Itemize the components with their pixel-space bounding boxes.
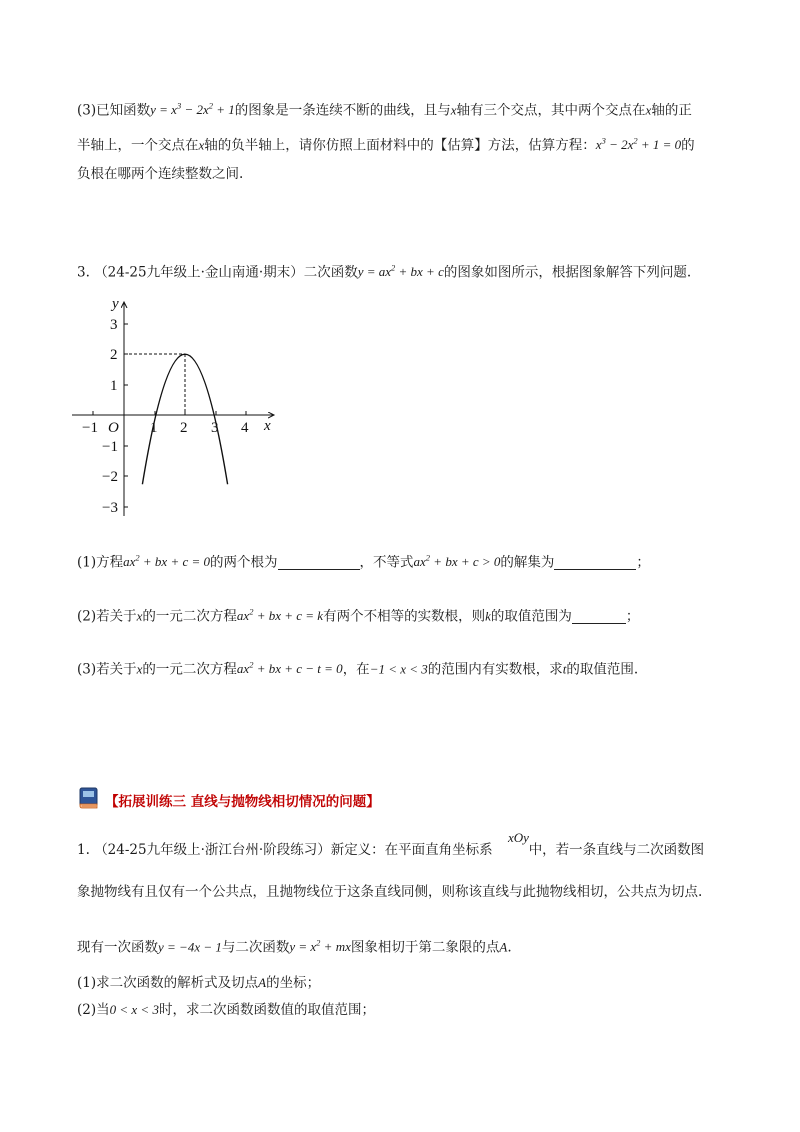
quadratic-function: $y = x^2$ + mx <box>289 938 351 955</box>
y-tick-label: −3 <box>102 500 118 516</box>
origin-label: O <box>108 420 119 436</box>
section-question-1-line1: 1. （24-25九年级上·浙江台州·阶段练习）新定义：在平面直角坐标系 中，若一条直线与二次函数图 <box>77 842 705 858</box>
q-part3-line3: 负根在哪两个连续整数之间. <box>77 166 244 182</box>
parabola-graph <box>68 294 288 520</box>
q-part3-line1: (3)已知函数$y = x^3 - 2x^2 + 1$的图象是一条连续不断的曲线，且与x轴有三个交点，其中两个交点在x轴的正 <box>77 101 692 119</box>
range-condition: −1 < x < 3 <box>369 661 428 677</box>
equation: $ax^2$ + bx + c = k <box>236 607 324 624</box>
question-3-stem: 3. （24-25九年级上·金山南通·期末）二次函数$y = ax^2$ + bx + c的图象如图所示，根据图象解答下列问题. <box>77 263 692 281</box>
question-3-part-3: (3)若关于x的一元二次方程$ax^2$ + bx + c − t = 0，在−1 < x < 3的范围内有实数根，求t的取值范围. <box>77 660 639 678</box>
equation: $ax^2$ + bx + c − t = 0 <box>236 660 343 677</box>
y-tick-label: 1 <box>110 378 118 394</box>
coordinate-system-label: xOy <box>508 830 529 845</box>
x-axis-label: x <box>264 418 271 434</box>
question-number: 1. <box>77 842 90 858</box>
x-tick-label: 4 <box>241 420 249 436</box>
section-title: 【拓展训练三 直线与抛物线相切情况的问题】 <box>105 794 380 810</box>
book-icon <box>77 786 101 810</box>
function-formula: $y = x^3 - 2x^2 + 1$ <box>150 101 235 118</box>
question-number: 3. <box>77 264 90 281</box>
equation: $ax^2$ + bx + c = 0 <box>123 553 211 570</box>
y-axis-label: y <box>112 296 119 312</box>
function-formula: $y = ax^2$ + bx + c <box>357 263 444 280</box>
x-tick-label: 3 <box>211 420 219 436</box>
equation: $x^3 - 2x^2 + 1 = 0$ <box>595 136 682 153</box>
answer-blank[interactable] <box>278 555 360 570</box>
x-tick-label: −1 <box>82 420 98 436</box>
section-question-1-line2: 象抛物线有且仅有一个公共点，且抛物线位于这条直线同侧，则称该直线与此抛物线相切，公共点为切点. <box>77 884 703 900</box>
question-3-part-1: (1)方程$ax^2$ + bx + c = 0的两个根为 ，不等式$ax^2$ + bx + c > 0的解集为 ； <box>77 553 650 571</box>
answer-blank[interactable] <box>554 555 636 570</box>
y-tick-label: −1 <box>102 439 118 455</box>
section-question-1-part-2: (2)当0 < x < 3时，求二次函数函数值的取值范围； <box>77 1002 375 1018</box>
y-tick-label: 3 <box>110 317 118 333</box>
inequality: $ax^2$ + bx + c > 0 <box>413 553 501 570</box>
x-tick-label: 1 <box>150 420 158 436</box>
range-condition: 0 < x < 3 <box>109 1002 159 1017</box>
question-3-part-2: (2)若关于x的一元二次方程$ax^2$ + bx + c = k有两个不相等的实数根，则k的取值范围为 ； <box>77 607 640 625</box>
section-question-1-line3: 现有一次函数y = −4x − 1与二次函数$y = x^2$ + mx图象相切于第二象限的点A. <box>77 938 512 956</box>
section-question-1-part-1: (1)求二次函数的解析式及切点A的坐标； <box>77 975 321 991</box>
x-tick-label: 2 <box>180 420 188 436</box>
answer-blank[interactable] <box>572 609 626 624</box>
y-tick-label: −2 <box>102 469 118 485</box>
q-part3-line2: 半轴上，一个交点在x轴的负半轴上，请你仿照上面材料中的【估算】方法，估算方程：$x^3 - 2x^2 + 1 = 0$的 <box>77 136 695 154</box>
linear-function: y = −4x − 1 <box>158 939 222 955</box>
y-tick-label: 2 <box>110 347 118 363</box>
